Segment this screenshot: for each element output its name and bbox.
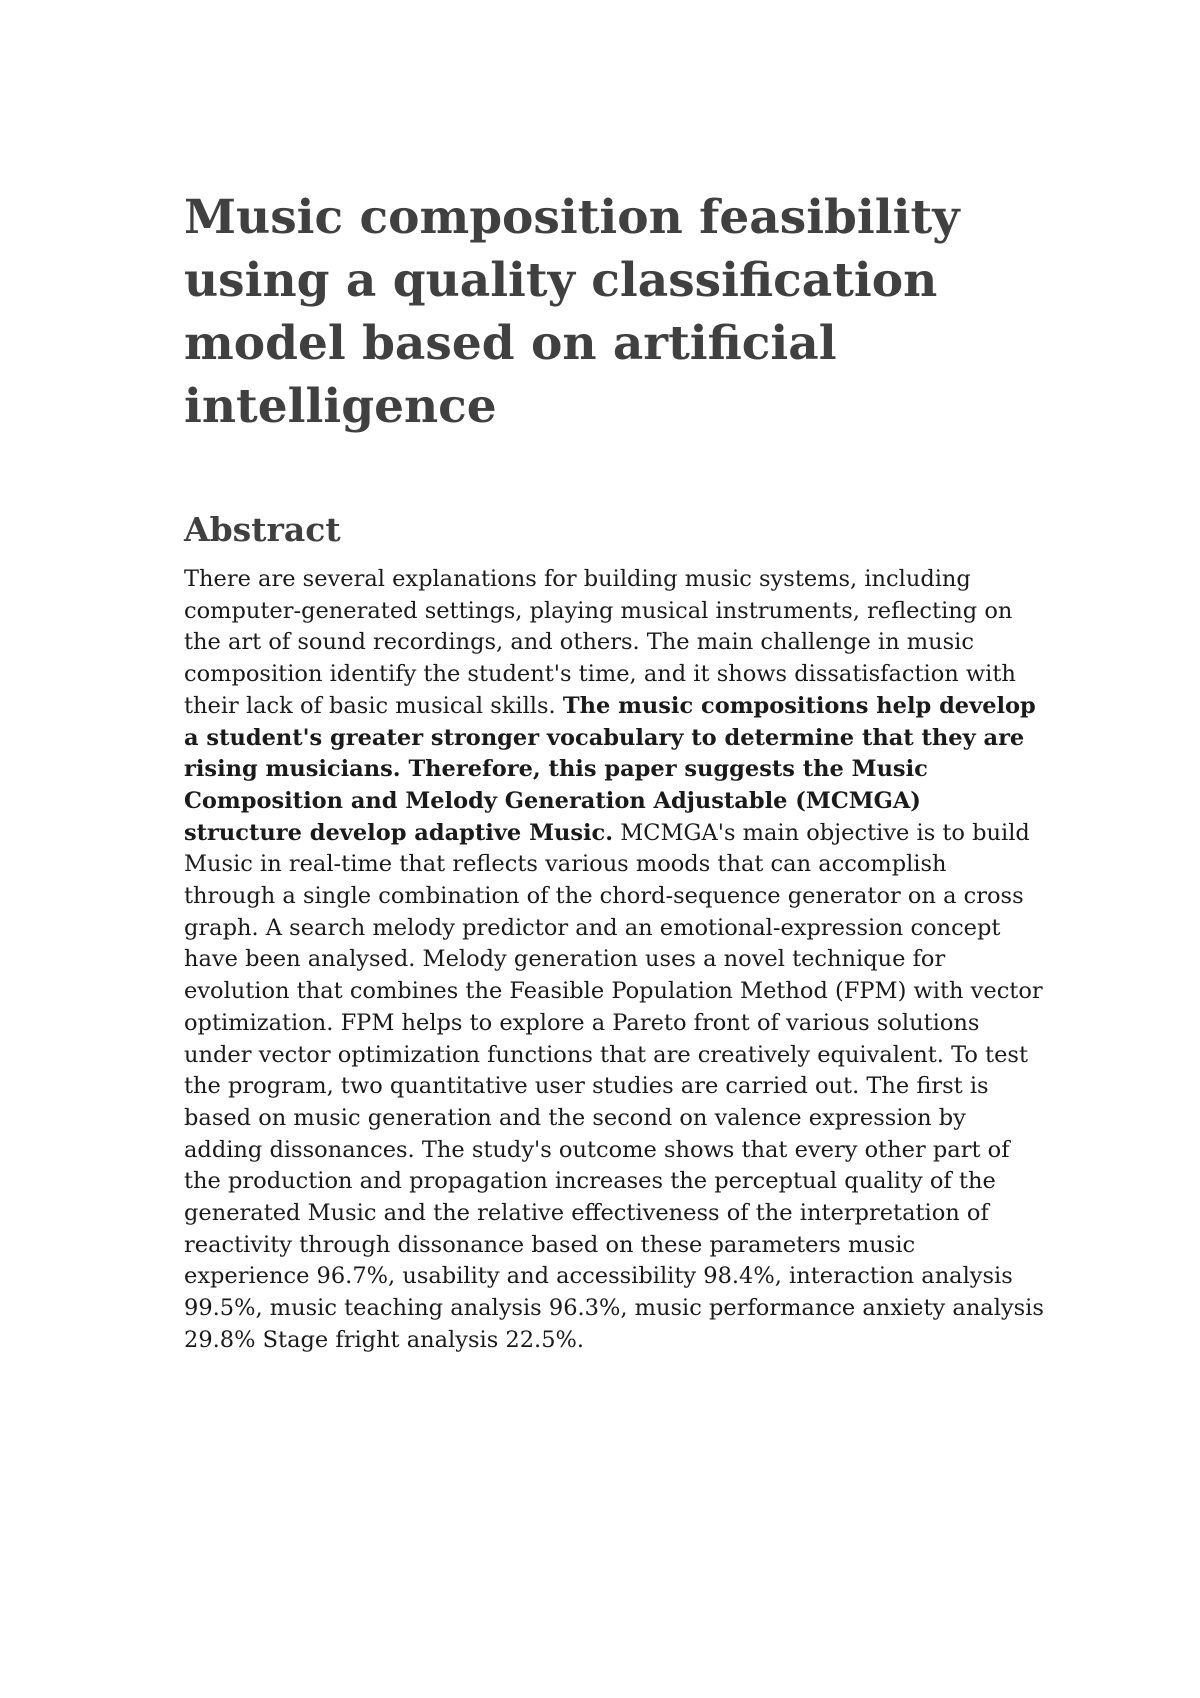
abstract-text-part1: There are several explanations for building music systems, including computer-generated settings, playing musical instruments, reflecting on the art of sound recordings, and others. The main challenge in music composition identify the student's time, and it shows dissatisfaction with their lack of basic musical skills.: [184, 566, 1016, 719]
abstract-body: [184, 564, 1044, 1357]
paper-title: Music composition feasibility using a quality classification model based on artificial intelligence: [184, 190, 960, 434]
abstract-text-part2: MCMGA's main objective is to build Music in real-time that reflects various moods that can accomplish through a single combination of the chord-sequence generator on a cross graph. A search melody predictor and an emotional-expression concept have been analysed. Melody generation uses a novel technique for evolution that combines the Feasible Population Method (FPM) with vector optimization. FPM helps to explore a Pareto front of various solutions under vector optimization functions that are creatively equivalent. To test the program, two quantitative user studies are carried out. The first is based on music generation and the second on valence expression by adding dissonances. The study's outcome shows that every other part of the production and propagation increases the perceptual quality of the generated Music and the relative effectiveness of the interpretation of reactivity through dissonance based on these parameters music experience 96.7%, usability and accessibility 98.4%, interaction analysis 99.5%, music teaching analysis 96.3%, music performance anxiety analysis 29.8% Stage fright analysis 22.5%.: [184, 819, 1044, 1353]
paper-content: [184, 186, 1044, 1357]
abstract-heading: Abstract: [184, 510, 341, 549]
abstract-text-bold: The music compositions help develop a student's greater stronger vocabulary to determine that they are rising musicians. Therefore, this paper suggests the Music Composition and Melody Generation Adjustable (MCMGA) structure develop adaptive Music.: [184, 692, 1036, 846]
